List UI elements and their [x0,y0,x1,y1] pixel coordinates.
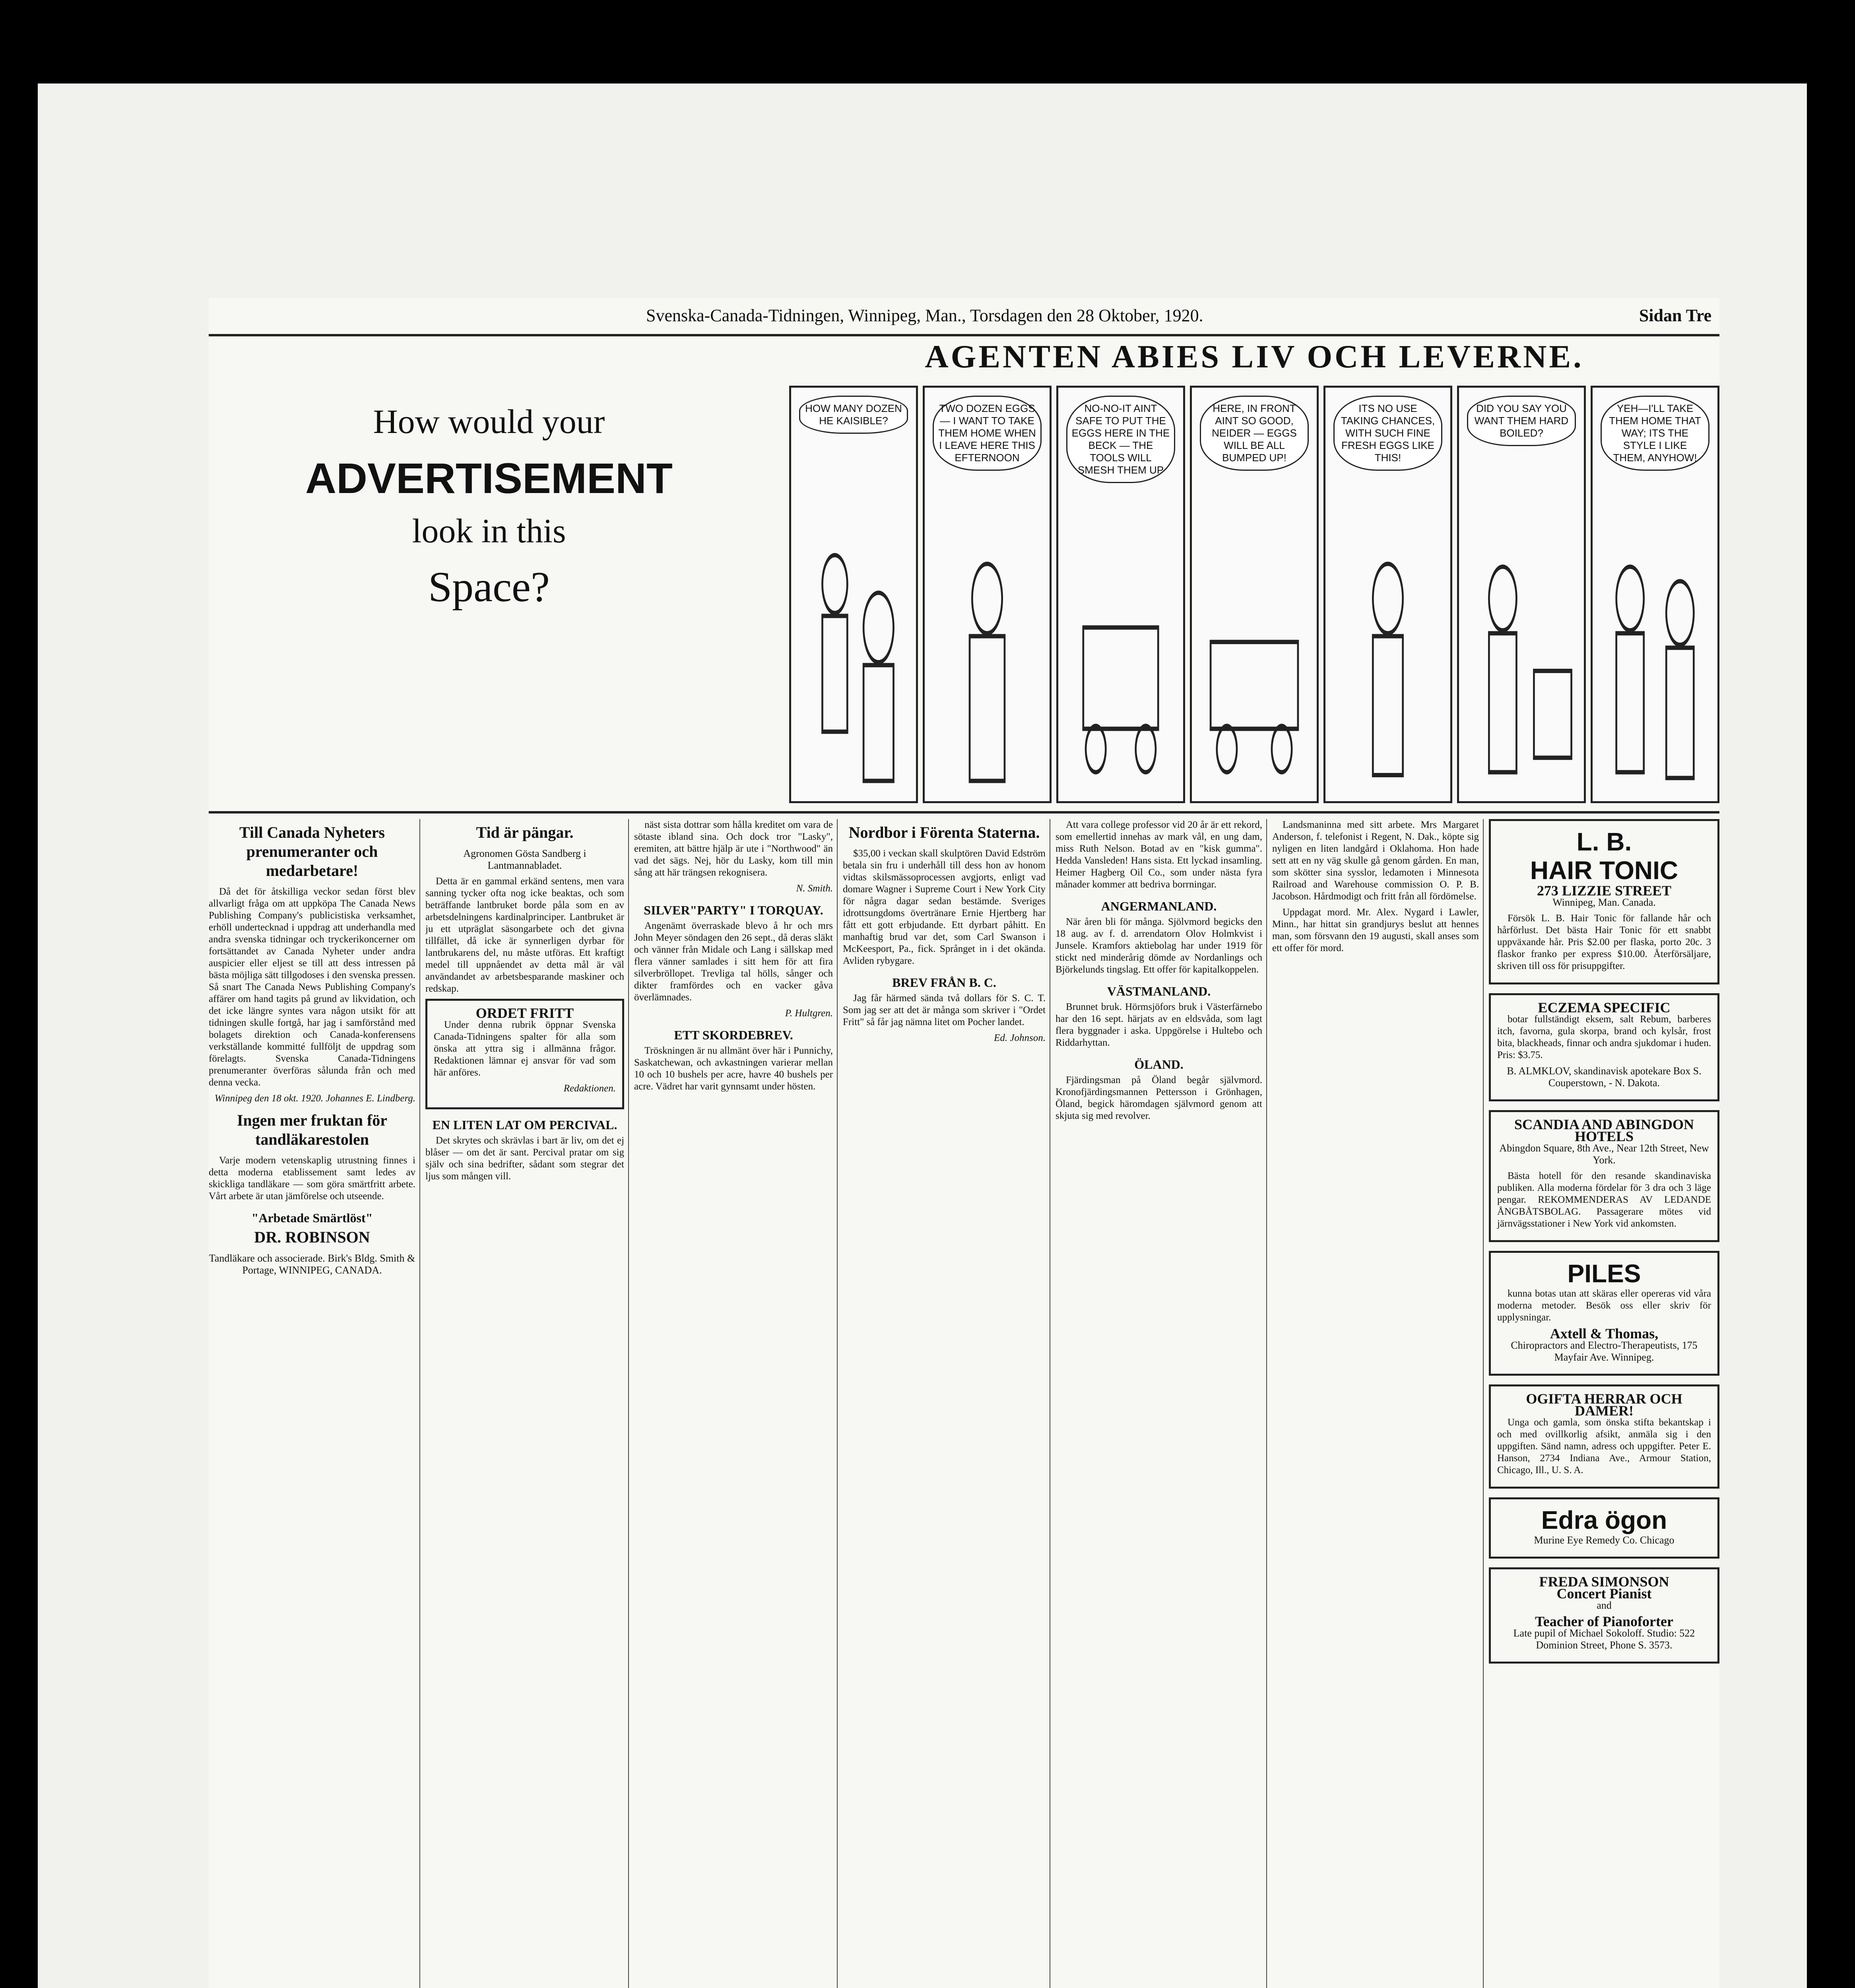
column-rule [1483,819,1484,1988]
section-heading: SILVER"PARTY" I TORQUAY. [644,903,823,917]
article-body: Fjärdingsman på Öland begår självmord. Kronofjärdingsmannen Pettersson i Grönhagen, Öland, begick häromdagen självmord genom att skjuta sig med revolver. [1056,1075,1262,1121]
comic-panel [1190,386,1319,803]
column-3 [634,819,833,1988]
ad-body: Försök L. B. Hair Tonic för fallande hår och hårförlust. Det bästa Hair Tonic för ett snabbt uppväxande hår. Pris $2.00 per flaska, porto 20c. 3 flaskor franko per express $10.00. Återförsäljare, skriven till oss för prisuppgifter. [1497,913,1711,971]
article-body: Angenämt överraskade blevo å hr och mrs John Meyer söndagen den 26 sept., då deras släkt och vänner från Midale och Lang i sällskap med flera vänner samlades i sitt hem för att fira silverbröllopet. Trevliga tal hölls, sånger och dikter framfördes och en vacker gåva överlämnades. [634,920,833,1003]
article-body: Brunnet bruk. Hörmsjöfors bruk i Västerfärnebo har den 16 sept. härjats av en eldsvåda, som lagt flera byggnader i aska. Uppgörelse i Hultebo och Riddarhyttan. [1056,1002,1262,1048]
section-heading: BREV FRÅN B. C. [892,975,996,990]
speech-bubble: DID YOU SAY YOU WANT THEM HARD BOILED? [1467,396,1576,446]
ad-address: 273 LIZZIE STREET [1537,883,1672,899]
ad-body: kunna botas utan att skäras eller opereras vid våra moderna metoder. Besök oss eller skriv för upplysningar. [1497,1288,1711,1323]
article-headline: Nordbor i Förenta Staterna. [848,823,1040,841]
advertisement-space [209,342,769,803]
article-body: $35,00 i veckan skall skulptören David Edström betala sin fru i underhåll till dess hon av honom vidtas skilsmässoprocessen avgjorts, enligt vad domare Wagner i Supreme Court i New York City för några dagar sedan bestämde. Sveriges idrottsungdoms övertränare Ernie Hjertberg har fått ett gott erbjudande. Ett dyrbart påhitt. En manhaftig brud var det, som Carl Swanson i McKeesport, Pa., fick. Språnget in i det okända. Avliden rybygare. [843,848,1046,966]
ad-name: Axtell & Thomas, [1550,1326,1659,1342]
ad-line-4: Space? [428,563,550,611]
piles-ad [1489,1251,1719,1376]
ad-line: and [1597,1600,1612,1611]
ad-line-3: look in this [412,512,566,550]
article-headline: Tid är pängar. [476,823,574,841]
ad-title: OGIFTA HERRAR OCH DAMER! [1526,1391,1682,1419]
section-divider [209,811,1719,813]
article-body: När åren bli för många. Sjölvmord begicks den 18 aug. av f. d. arrendatorn Olov Holmkvist i Junsele. Kramfors aktiebolag har under 1919 för stickt ned minderårig dömde av Nordanlings och Björkelunds tingslag. Ett offer för kapitalkoppelen. [1056,916,1262,975]
ad-body: Varje modern vetenskaplig utrustning finnes i detta moderna etablissement samt ledes av skickliga tandläkare — som göra smärtfritt arbete. Vårt arbete är utan jämförelse och utseende. [209,1155,415,1202]
speech-bubble: TWO DOZEN EGGS — I WANT TO TAKE THEM HOME WHEN I LEAVE HERE THIS EFTERNOON [933,396,1042,471]
page-header [209,298,1719,336]
column-7-ads [1489,819,1719,1988]
article-signoff: Ed. Johnson. [994,1033,1046,1043]
newspaper-page [209,298,1719,1988]
column-rule [1266,819,1267,1988]
ad-name: FREDA SIMONSON [1539,1574,1669,1590]
column-rule [837,819,838,1988]
ad-body: Murine Eye Remedy Co. Chicago [1534,1534,1675,1546]
box-title: ORDET FRITT [475,1005,574,1021]
ad-title: SCANDIA AND ABINGDON HOTELS [1514,1116,1694,1144]
speech-bubble: HERE, IN FRONT AINT SO GOOD, NEIDER — EGGS WILL BE ALL BUMPED UP! [1200,396,1309,471]
comic-panel [1323,386,1452,803]
film-frame [38,83,1807,1988]
cartoon-figure-icon [1459,512,1584,801]
column-4 [843,819,1046,1988]
ad-title: ECZEMA SPECIFIC [1538,1000,1671,1015]
column-rule [419,819,420,1988]
column-5 [1056,819,1262,1988]
ad-line: Teacher of Pianoforter [1535,1613,1673,1629]
article-body: Att vara college professor vid 20 år är ett rekord, som emellertid innehas av mark vål, en ung dam, miss Ruth Nelson. Botad av en "kisk gumma". Hedda Vansleden! Hans sista. Ett lyckad insamling. Heimer Hagberg Oil Co., som under nästa fyra månader kommer att bedriva borrningar. [1056,819,1262,890]
column-6 [1272,819,1479,1988]
piano-teacher-ad [1489,1567,1719,1664]
speech-bubble: YEH—I'LL TAKE THEM HOME THAT WAY; ITS THE STYLE I LIKE THEM, ANYHOW! [1601,396,1709,471]
ad-title: Ingen mer fruktan för tandläkarestolen [237,1111,388,1148]
ad-city: Winnipeg, Man. Canada. [1552,897,1656,908]
column-1 [209,819,415,1988]
article-signoff: N. Smith. [796,883,833,894]
section-heading: VÄSTMANLAND. [1107,984,1211,998]
ad-line-1: How would your [373,402,605,441]
ad-title: PILES [1567,1259,1641,1288]
ad-sub: Chiropractors and Electro-Therapeutists, 175 Mayfair Ave. Winnipeg. [1511,1340,1698,1363]
cartoon-figure-icon [925,512,1050,801]
article-body: Tröskningen är nu allmänt över här i Punnichy, Saskatchewan, och avkastningen varierar mellan 10 och 10 bushels per acre, havre 40 bushels per acre. Vädret har varit gynnsamt under hösten. [634,1045,833,1092]
speech-bubble: ITS NO USE TAKING CHANCES, WITH SUCH FINE FRESH EGGS LIKE THIS! [1333,396,1442,471]
car-icon [1058,512,1183,801]
comic-panels [789,386,1719,803]
comic-panel [923,386,1052,803]
cartoon-figure-icon [1593,512,1717,801]
comic-strip [789,338,1719,803]
ad-sign: B. ALMKLOV, skandinavisk apotekare Box S. Couperstown, - N. Dakota. [1507,1065,1702,1089]
eye-remedy-ad [1489,1497,1719,1559]
article-body: Detta är en gammal erkänd sentens, men vara sanning tycker ofta nog icke beaktas, och som beträffande lantbruket borde påla som en av arbetsdelningens kardinalprinciper. Lantbruket är ju ett utpräglat säsongarbete och det givna tillfället, då icke är synnerligen dyrbar för lantbrukarens del, nu måste utföras. Ett kraftigt medel till uppnåendet av detta mål är väl användandet av arbetsbesparande maskiner och redskap. [425,876,624,994]
ad-name: DR. ROBINSON [254,1228,370,1246]
article-sub: Agronomen Gösta Sandberg i Lantmannabladet. [463,848,586,871]
comic-title: AGENTEN ABIES LIV OCH LEVERNE. [925,338,1584,375]
article-signoff: P. Hultgren. [785,1008,833,1019]
section-body: Jag får härmed sända två dollars för S. C. T. Som jag ser att det är många som skriver i "Ordet Fritt" så får jag nämna litet om Pocher landet. [843,993,1046,1027]
article-body: Landsmaninna med sitt arbete. Mrs Margaret Anderson, f. telefonist i Regent, N. Dak., köpte sig nyligen en liten landgård i Oklahoma. Hon hade sett att en ny väg skulle gå genom gården. En man, som skötter sina sysslor, ledamoten i Minnesota Railroad and Warehouse commission O. P. B. Jacobson. Hårdmodigt och fritt från all fördömelse. [1272,819,1479,902]
section-heading: ETT SKORDEBREV. [674,1028,793,1042]
ad-title: L. B. [1576,827,1632,856]
comic-panel [1457,386,1586,803]
speech-bubble: HOW MANY DOZEN HE KAISIBLE? [799,396,908,434]
comic-panel [1056,386,1185,803]
page-title: Svenska-Canada-Tidningen, Winnipeg, Man., Torsdagen den 28 Oktober, 1920. [646,306,1203,325]
ordet-fritt-box [425,999,624,1109]
article-signoff: Winnipeg den 18 okt. 1920. Johannes E. Lindberg. [214,1093,415,1104]
box-sign: Redaktionen. [563,1083,616,1094]
comic-panel [789,386,918,803]
ad-title: Edra ögon [1541,1506,1667,1534]
column-2 [425,819,624,1988]
car-icon [1192,512,1317,801]
ad-body: Bästa hotell för den resande skandinaviska publiken. Alla moderna fördelar för 3 dra och 3 läge pengar. REKOMMENDERAS AV LEDANDE ÅNGBÅTSBOLAG. Passagerare mötes vid järnvägsstationer i New York vid ankomsten. [1497,1171,1711,1229]
article-body: näst sista dottrar som hålla kreditet om vara de sötaste ibland sina. Och dock tror "Lasky", eremiten, att bättre hjälp är ute i "Northwood" än vad det sägs. Nej, hör du Lasky, kom till min sång att här trängsen rekognisera. [634,819,833,878]
article-headline: Till Canada Nyheters prenumeranter och medarbetare! [239,823,385,879]
section-heading: ANGERMANLAND. [1101,899,1217,913]
eczema-ad [1489,993,1719,1101]
ad-sub: Abingdon Square, 8th Ave., Near 12th Street, New York. [1499,1142,1709,1166]
ad-line: Late pupil of Michael Sokoloff. Studio: 522 Dominion Street, Phone S. 3573. [1513,1627,1695,1651]
column-rule [628,819,629,1988]
hotel-ad [1489,1110,1719,1242]
ad-body: Unga och gamla, som önska stifta bekantskap i och med ovillkorlig afsikt, anmäla sig i den uppgiften. Sänd namn, adress och uppgifter. Peter E. Hanson, 2734 Indiana Ave., Armour Station, Chicago, Ill., U. S. A. [1497,1417,1711,1475]
hair-tonic-ad [1489,819,1719,984]
personals-ad [1489,1384,1719,1489]
article-body: Då det för åtskilliga veckor sedan först blev allvarligt fråga om att uppköpa The Canada News Publishing Company's publicistiska verksamhet, erhöll undertecknad i uppdrag att underhandla med andra svenska tidningar och tryckerikoncerner om fortsättandet av Canada Nyheter under andra auspicier eller eljest se till att dess intressen på bästa möjliga sätt tillgodoses i den svenska pressen. Så snart The Canada News Publishing Company's affärer om hand tagits på grund av likvidation, och det icke längre syntes vara någon utsikt för att tidningen skulle fortgå, har jag i samförstånd med bolagets direktion och Canada-konferensens verkställande kommitté fullföljt de uppdrag som förelagts. Svenska Canada-Tidningens prenumeranter överföras sålunda från och med denna vecka. [209,886,415,1088]
comic-panel [1591,386,1719,803]
ad-body: botar fullständigt eksem, salt Rebum, barberes itch, favorna, gula skorpa, brand och kylsår, frost bita, blackheads, finnar och andra sjukdomar i huden. Pris: $3.75. [1497,1014,1711,1060]
ad-title: HAIR TONIC [1530,856,1678,885]
ad-sub: Tandläkare och associerade. Birk's Bldg. Smith & Portage, WINNIPEG, CANADA. [209,1252,415,1276]
speech-bubble: NO-NO-IT AINT SAFE TO PUT THE EGGS HERE IN THE BECK — THE TOOLS WILL SMESH THEM UP [1066,396,1175,483]
section-body: Det skrytes och skrävlas i bart är liv, om det ej blåser — om det är sant. Percival pratar om sig själv och sina bedrifter, sådant som stegrar det ljus som mången vill. [425,1135,624,1182]
cartoon-figure-icon [1325,512,1450,801]
section-heading: EN LITEN LAT OM PERCIVAL. [432,1118,617,1132]
ad-line: Concert Pianist [1556,1586,1652,1602]
ad-quote: "Arbetade Smärtlöst" [251,1211,373,1225]
cartoon-figure-icon [791,512,916,801]
article-body: Uppdagat mord. Mr. Alex. Nygard i Lawler, Minn., har hittat sin grandjurys beslut att hennes man, som försvann den 19 augusti, skall anses som ett offer för mord. [1272,907,1479,953]
page-number: Sidan Tre [1639,306,1711,325]
section-heading: ÖLAND. [1134,1057,1184,1072]
box-body: Under denna rubrik öppnar Svenska Canada-Tidningens spalter för alla som önska att yttra sig i allmänna frågor. Redaktionen lämnar ej ansvar för vad som här anföres. [434,1019,616,1078]
ad-line-2: ADVERTISEMENT [305,454,673,502]
